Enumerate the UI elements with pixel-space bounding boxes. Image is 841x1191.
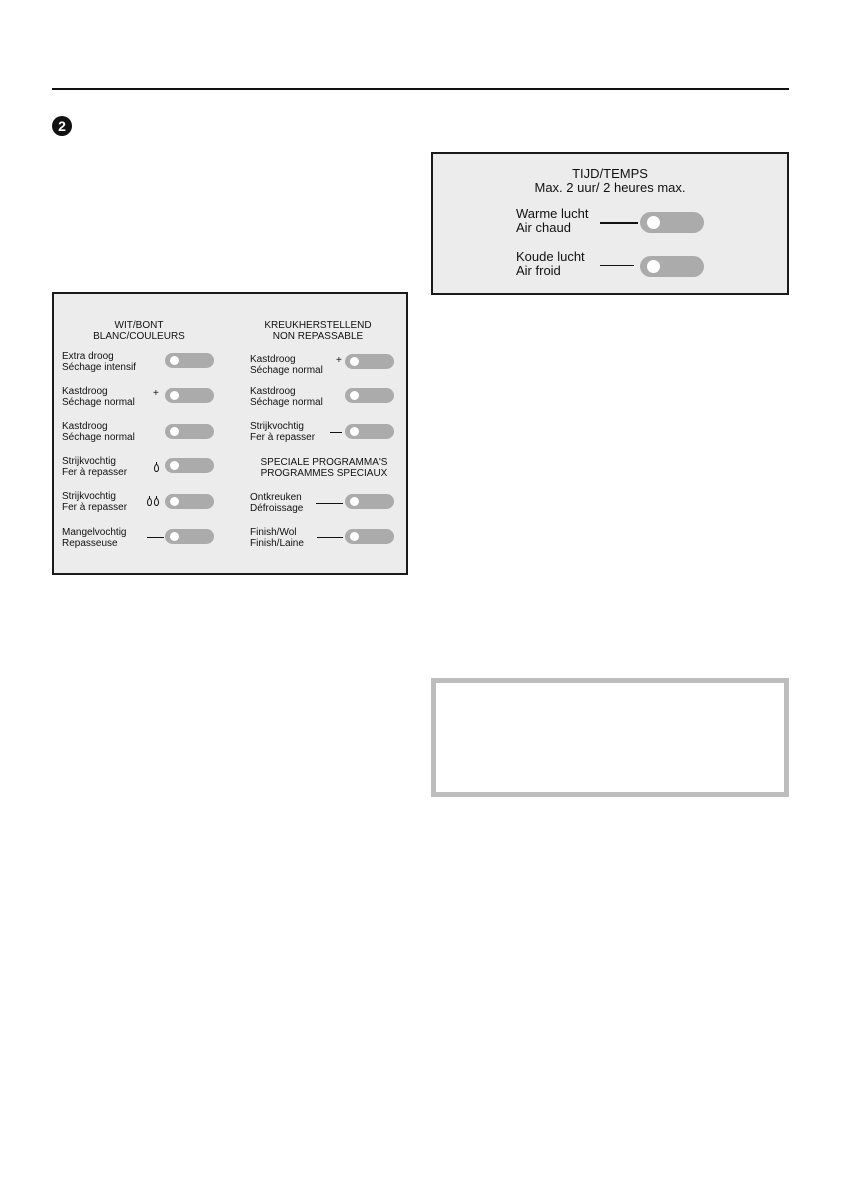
heading-special-nl: SPECIALE PROGRAMMA'S: [260, 457, 388, 468]
program-label: [62, 456, 127, 478]
program-button-non-iron-iron-damp[interactable]: [345, 424, 394, 439]
time-program-label-fr: Air froid: [516, 263, 561, 278]
time-program-label-nl: Koude lucht: [516, 249, 585, 264]
time-panel-subtitle: Max. 2 uur/ 2 heures max.: [534, 180, 686, 195]
heading-special-fr: PROGRAMMES SPECIAUX: [260, 468, 388, 479]
program-label-nl: Strijkvochtig: [62, 456, 116, 467]
program-label-nl: Kastdroog: [62, 386, 108, 397]
program-label-fr: Repasseuse: [62, 538, 118, 549]
program-label-fr: Finish/Laine: [250, 538, 304, 549]
heading-white-color: [74, 320, 204, 342]
program-label: [250, 354, 323, 376]
program-button-extra-dry[interactable]: [165, 353, 214, 368]
program-button-non-iron-cupboard-dry[interactable]: [345, 388, 394, 403]
time-panel-title: TIJD/TEMPS: [572, 166, 648, 181]
program-label-fr: Séchage normal: [250, 397, 323, 408]
program-label-fr: Fer à repasser: [250, 432, 316, 443]
program-label-nl: Strijkvochtig: [62, 491, 116, 502]
program-label-fr: Séchage normal: [62, 397, 135, 408]
program-label: [250, 421, 315, 443]
program-panel: [52, 292, 408, 575]
program-button-iron-damp-plus[interactable]: [165, 494, 214, 509]
plus-icon: +: [336, 355, 342, 366]
connector-line: [600, 222, 638, 224]
connector-line: [330, 432, 342, 433]
note-box: [431, 678, 789, 797]
program-button-cupboard-dry[interactable]: [165, 424, 214, 439]
top-rule: [52, 88, 789, 90]
program-label: [62, 491, 127, 513]
program-button-non-iron-cupboard-dry-plus[interactable]: [345, 354, 394, 369]
time-panel: [431, 152, 789, 295]
connector-line: [147, 537, 164, 538]
program-label: [250, 492, 303, 514]
program-label-fr: Défroissage: [250, 503, 304, 514]
program-label-nl: Extra droog: [62, 351, 114, 362]
program-label: [250, 527, 304, 549]
time-button-warm-air[interactable]: [640, 212, 704, 233]
program-label-fr: Séchage intensif: [62, 362, 136, 373]
program-label: [62, 527, 126, 549]
heading-special: [250, 457, 398, 479]
heading-white-color-fr: BLANC/COULEURS: [93, 331, 185, 342]
time-button-cold-air[interactable]: [640, 256, 704, 277]
heading-non-iron: [248, 320, 388, 342]
program-button-smoothing[interactable]: [345, 494, 394, 509]
program-label-nl: Finish/Wol: [250, 527, 297, 538]
plus-icon: +: [153, 388, 159, 399]
program-label-nl: Mangelvochtig: [62, 527, 127, 538]
program-label-nl: Strijkvochtig: [250, 421, 304, 432]
connector-line: [316, 503, 343, 504]
time-program-label-nl: Warme lucht: [516, 206, 589, 221]
time-program-label-fr: Air chaud: [516, 220, 571, 235]
program-label-fr: Fer à repasser: [62, 467, 128, 478]
program-label-nl: Kastdroog: [250, 354, 296, 365]
program-label-nl: Kastdroog: [62, 421, 108, 432]
time-program-label: [516, 250, 585, 278]
program-button-roller-damp[interactable]: [165, 529, 214, 544]
connector-line: [600, 265, 634, 266]
drop-icon: [154, 498, 159, 506]
heading-non-iron-nl: KREUKHERSTELLEND: [264, 320, 372, 331]
heading-white-color-nl: WIT/BONT: [114, 320, 164, 331]
drop-icon: [147, 498, 152, 506]
time-program-label: [516, 207, 588, 235]
program-label: [62, 421, 135, 443]
program-label: [250, 386, 323, 408]
program-label-nl: Kastdroog: [250, 386, 296, 397]
program-label-fr: Séchage normal: [250, 365, 323, 376]
program-button-finish-wool[interactable]: [345, 529, 394, 544]
program-label-nl: Ontkreuken: [250, 492, 302, 503]
drop-icon: [154, 464, 159, 472]
heading-non-iron-fr: NON REPASSABLE: [272, 331, 364, 342]
program-label: [62, 386, 135, 408]
program-button-cupboard-dry-plus[interactable]: [165, 388, 214, 403]
program-label: [62, 351, 136, 373]
connector-line: [317, 537, 343, 538]
step-badge: 2: [52, 116, 72, 136]
program-button-iron-damp[interactable]: [165, 458, 214, 473]
program-label-fr: Fer à repasser: [62, 502, 128, 513]
program-label-fr: Séchage normal: [62, 432, 135, 443]
